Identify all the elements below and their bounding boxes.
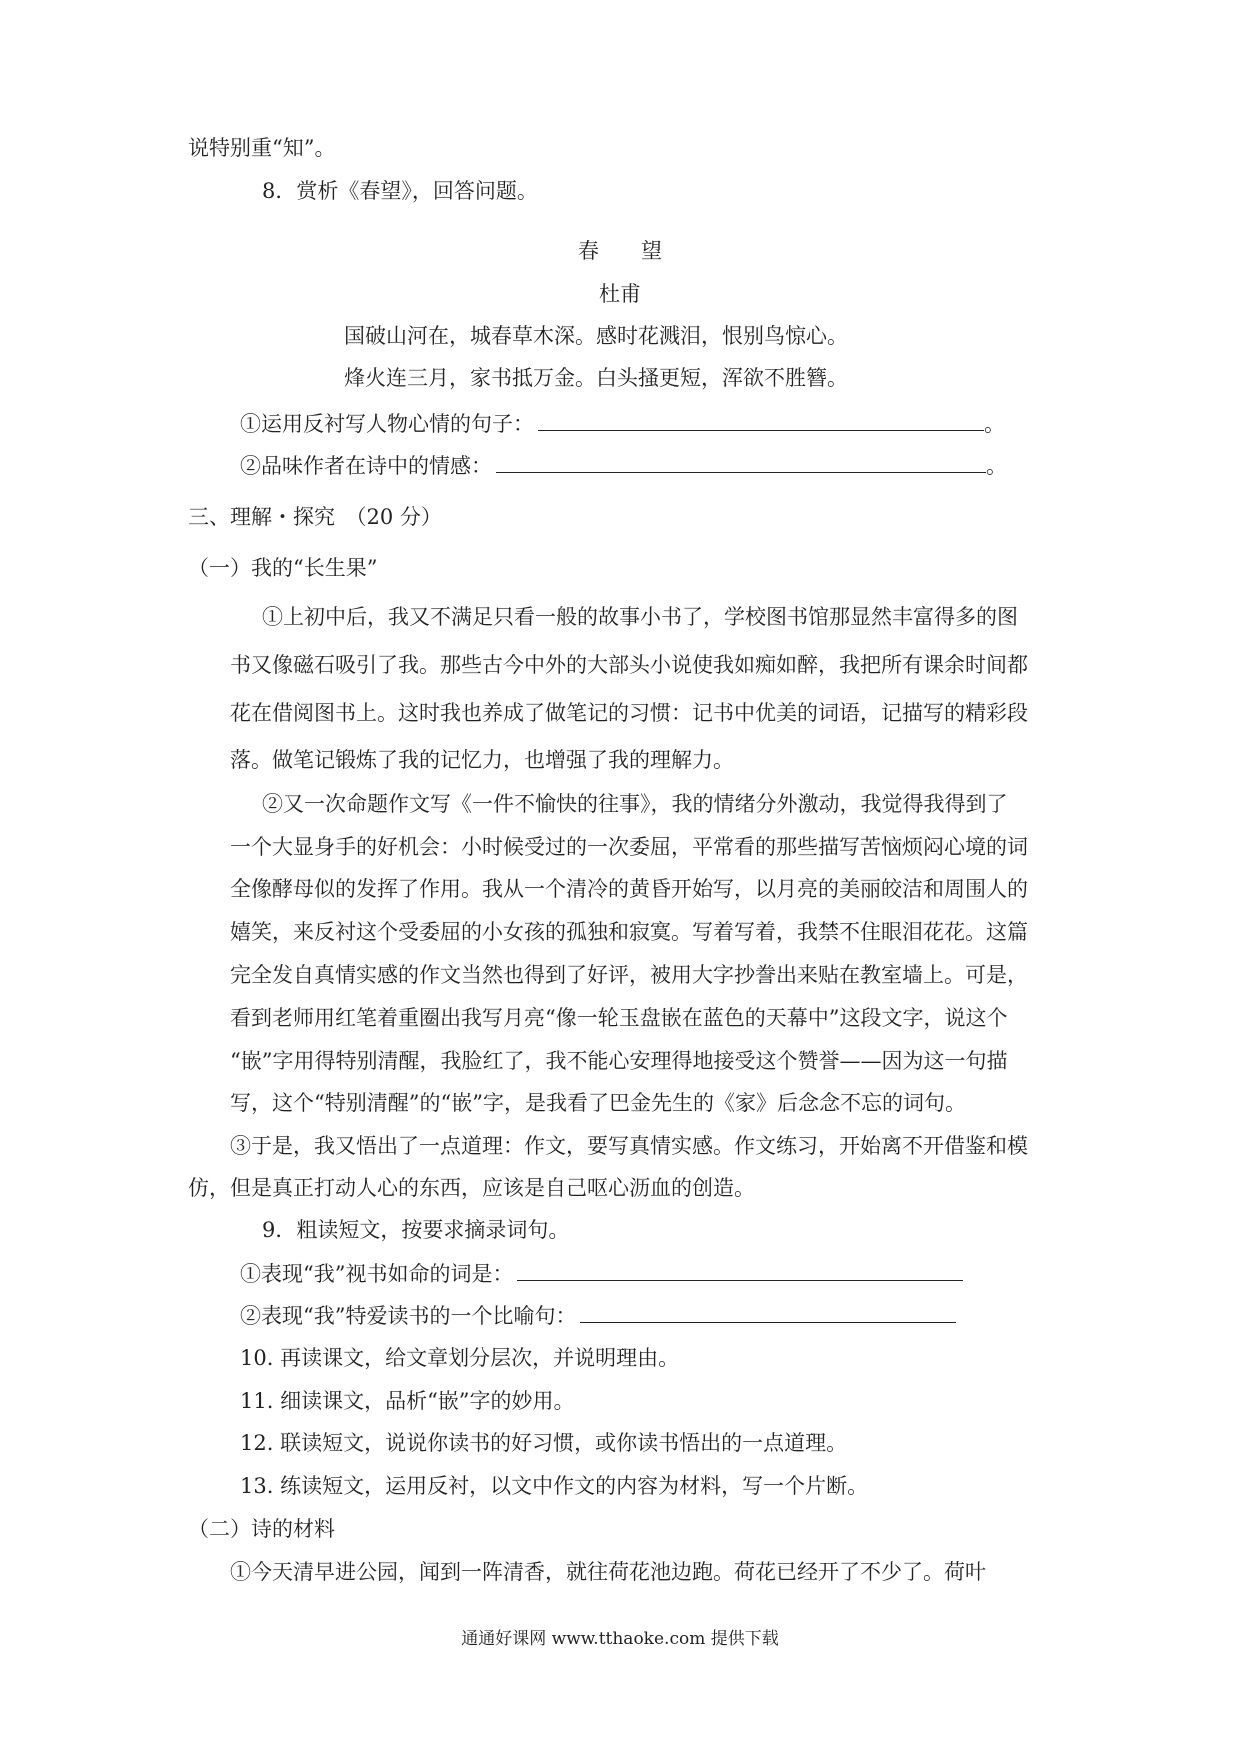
q9-sub2-label: ②表现“我”特爱读书的一个比喻句： xyxy=(240,1304,577,1328)
para2-line-4: 嬉笑，来反衬这个受委屈的小女孩的孤独和寂寞。写着写着，我禁不住眼泪花花。这篇 xyxy=(230,920,1028,944)
part2-title: （二）诗的材料 xyxy=(188,1517,335,1541)
para2-line-6: 看到老师用红笔着重圈出我写月亮“像一轮玉盘嵌在蓝色的天幕中”这段文字，说这个 xyxy=(230,1006,1008,1030)
para3-line-1: ③于是，我又悟出了一点道理：作文，要写真情实感。作文练习，开始离不开借鉴和模 xyxy=(230,1134,1028,1158)
para2-line-1: ②又一次命题作文写《一件不愉快的往事》，我的情绪分外激动，我觉得我得到了 xyxy=(262,792,1008,816)
poem-line-1: 国破山河在，城春草木深。感时花溅泪，恨别鸟惊心。 xyxy=(344,324,848,348)
q9-sub1-answer-blank[interactable] xyxy=(517,1258,963,1281)
para2-line-3: 全像酵母似的发挥了作用。我从一个清冷的黄昏开始写，以月亮的美丽皎洁和周围人的 xyxy=(230,877,1028,901)
q9-sub2 xyxy=(240,1300,956,1331)
q9-prompt: 9．粗读短文，按要求摘录词句。 xyxy=(262,1218,570,1242)
para1-line-2: 书又像磁石吸引了我。那些古今中外的大部头小说使我如痴如醉，我把所有课余时间都 xyxy=(230,653,1028,677)
para1-line-3: 花在借阅图书上。这时我也养成了做笔记的习惯：记书中优美的词语，记描写的精彩段 xyxy=(230,701,1028,725)
part1-title: （一）我的“长生果” xyxy=(188,556,378,580)
q8-sub2-label: ②品味作者在诗中的情感： xyxy=(240,454,492,478)
para1-line-1: ①上初中后，我又不满足只看一般的故事小书了，学校图书馆那显然丰富得多的图 xyxy=(262,605,1018,629)
q10-text: 10. 再读课文，给文章划分层次，并说明理由。 xyxy=(240,1346,680,1370)
q8-prompt: 8．赏析《春望》，回答问题。 xyxy=(262,179,538,203)
poem-author: 杜甫 xyxy=(599,282,641,306)
section3-heading: 三、理解・探究 （20 分） xyxy=(188,505,442,529)
poem-line-2: 烽火连三月，家书抵万金。白头搔更短，浑欲不胜簪。 xyxy=(344,366,848,390)
para2-line-7: “嵌”字用得特别清醒，我脸红了，我不能心安理得地接受这个赞誉——因为这一句描 xyxy=(230,1049,1008,1073)
q8-sub1 xyxy=(240,408,1005,439)
q11-text: 11. 细读课文，品析“嵌”字的妙用。 xyxy=(240,1389,575,1413)
q8-sub1-end: 。 xyxy=(984,412,1005,436)
q7-tail-text: 说特别重“知”。 xyxy=(188,136,336,160)
q8-sub1-label: ①运用反衬写人物心情的句子： xyxy=(240,412,534,436)
q8-sub2-end: 。 xyxy=(986,454,1007,478)
para2-line-8: 写，这个“特别清醒”的“嵌”字，是我看了巴金先生的《家》后念念不忘的词句。 xyxy=(230,1091,966,1115)
q8-sub2 xyxy=(240,450,1007,481)
q9-sub1-label: ①表现“我”视书如命的词是： xyxy=(240,1262,514,1286)
q13-text: 13. 练读短文，运用反衬，以文中作文的内容为材料，写一个片断。 xyxy=(240,1474,869,1498)
q8-sub1-answer-blank[interactable] xyxy=(538,408,984,431)
poem-title: 春 望 xyxy=(578,239,662,263)
page-footer: 通通好课网 www.tthaoke.com 提供下载 xyxy=(461,1629,779,1649)
para2-line-2: 一个大显身手的好机会：小时候受过的一次委屈，平常看的那些描写苦恼烦闷心境的词 xyxy=(230,835,1028,859)
para3-line-2: 仿，但是真正打动人心的东西，应该是自己呕心沥血的创造。 xyxy=(188,1176,755,1200)
para2-line-5: 完全发自真情实感的作文当然也得到了好评，被用大字抄誊出来贴在教室墙上。可是， xyxy=(230,963,1028,987)
para1-line-4: 落。做笔记锻炼了我的记忆力，也增强了我的理解力。 xyxy=(230,748,734,772)
q9-sub1 xyxy=(240,1258,963,1289)
part2-para1-line-1: ①今天清早进公园，闻到一阵清香，就往荷花池边跑。荷花已经开了不少了。荷叶 xyxy=(230,1560,986,1584)
q12-text: 12. 联读短文，说说你读书的好习惯，或你读书悟出的一点道理。 xyxy=(240,1431,848,1455)
q9-sub2-answer-blank[interactable] xyxy=(580,1300,956,1323)
q8-sub2-answer-blank[interactable] xyxy=(496,450,986,473)
